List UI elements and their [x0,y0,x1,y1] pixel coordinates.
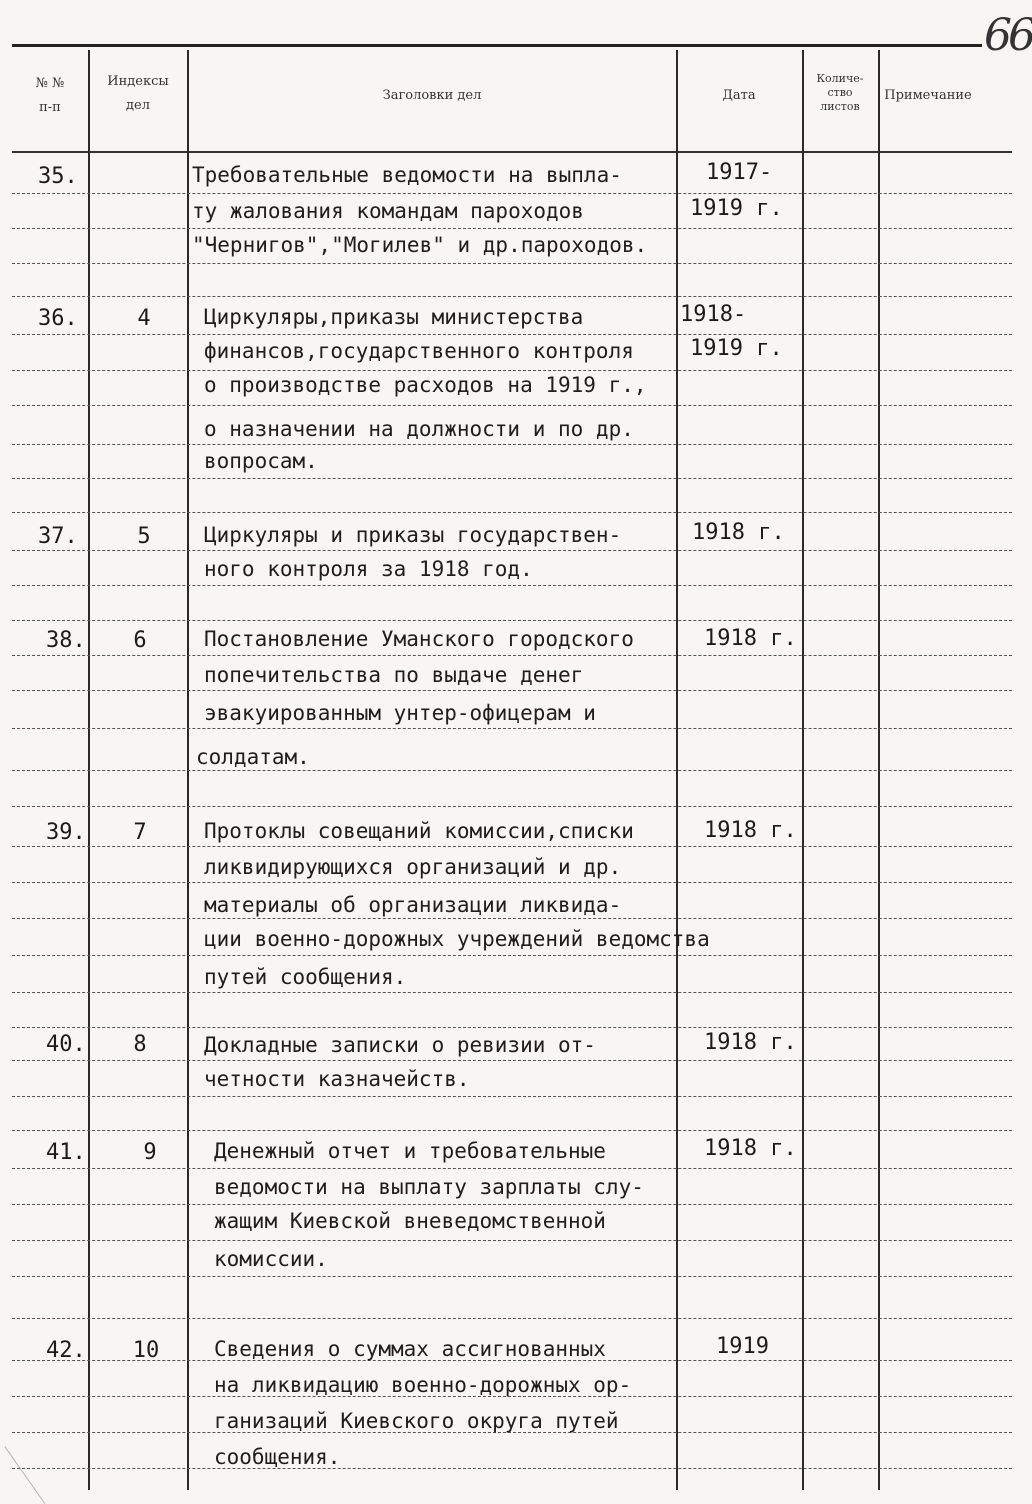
row-title-line: ведомости на выплату зарплаты слу- [214,1175,644,1199]
row-title-line: ганизаций Киевского округа путей [214,1409,619,1433]
row-date: 1918 г. [704,1030,797,1055]
header-number: № № п-п [35,76,65,115]
row-title-line: ции военно-дорожных учреждений ведомства [204,927,710,951]
row-title-line: о производстве расходов на 1919 г., [204,373,647,397]
header-rule [12,151,1012,153]
row-title-line: Постановление Уманского городского [204,627,634,651]
row-title-line: Денежный отчет и требовательные [214,1139,606,1163]
row-title-line: эвакуированным унтер-офицерам и [204,701,596,725]
header-title: Заголовки дел [382,88,482,103]
row-date: 1918 г. [704,626,797,651]
row-number: 37. [38,524,78,549]
row-number: 38. [46,628,86,653]
row-number: 42. [46,1338,86,1363]
row-date: 1919 [716,1334,769,1359]
row-title-line: Сведения о суммах ассигнованных [214,1337,606,1361]
row-date: 1918- [680,302,747,327]
row-date: 1919 г. [690,196,783,221]
row-title-line: путей сообщения. [204,965,407,989]
row-title-line: Протоклы совещаний комиссии,списки [204,819,634,843]
row-title-line: комиссии. [214,1247,328,1271]
row-date: 1918 г. [704,1136,797,1161]
row-number: 39. [46,820,86,845]
row-title-line: финансов,государственного контроля [204,339,634,363]
row-index: 6 [133,628,147,653]
row-title-line: о назначении на должности и по др. [204,417,634,441]
top-rule [12,44,982,47]
row-number: 41. [46,1140,86,1165]
row-title-line: на ликвидацию военно-дорожных ор- [214,1373,632,1397]
row-date: 1919 г. [690,336,783,361]
row-title-line: жащим Киевской вневедомственной [214,1209,606,1233]
row-date: 1918 г. [704,818,797,843]
row-date: 1918 г. [692,520,785,545]
row-index: 4 [137,306,151,331]
row-title-line: Требовательные ведомости на выпла- [192,163,622,187]
row-title-line: Циркуляры,приказы министерства [204,305,584,329]
row-index: 5 [137,524,151,549]
page-number: 66 [984,10,1032,61]
row-title-line: Циркуляры и приказы государствен- [204,523,622,547]
row-number: 35. [38,164,78,189]
row-number: 36. [38,306,78,331]
row-title-line: четности казначейств. [204,1067,470,1091]
row-title-line: материалы об организации ликвида- [204,893,622,917]
header-index: Индексы дел [107,74,169,113]
header-date: Дата [722,88,756,103]
row-index: 9 [143,1140,157,1165]
row-title-line: солдатам. [196,745,310,769]
row-index: 8 [133,1032,147,1057]
row-title-line: попечительства по выдаче денег [204,663,584,687]
row-title-line: ликвидирующихся организаций и др. [204,855,622,879]
row-date: 1917- [706,160,773,185]
header-note: Примечание [884,88,972,103]
row-number: 40. [46,1032,86,1057]
row-title-line: сообщения. [214,1445,341,1469]
row-index: 10 [132,1338,160,1363]
row-index: 7 [133,820,147,845]
row-title-line: "Чернигов","Могилев" и др.пароходов. [192,233,648,257]
row-title-line: Докладные записки о ревизии от- [204,1033,596,1057]
row-title-line: вопросам. [204,449,318,473]
header-sheets: Количе- ство листов [816,72,864,113]
row-title-line: ного контроля за 1918 год. [204,557,533,581]
row-title-line: ту жалования командам пароходов [192,199,584,223]
